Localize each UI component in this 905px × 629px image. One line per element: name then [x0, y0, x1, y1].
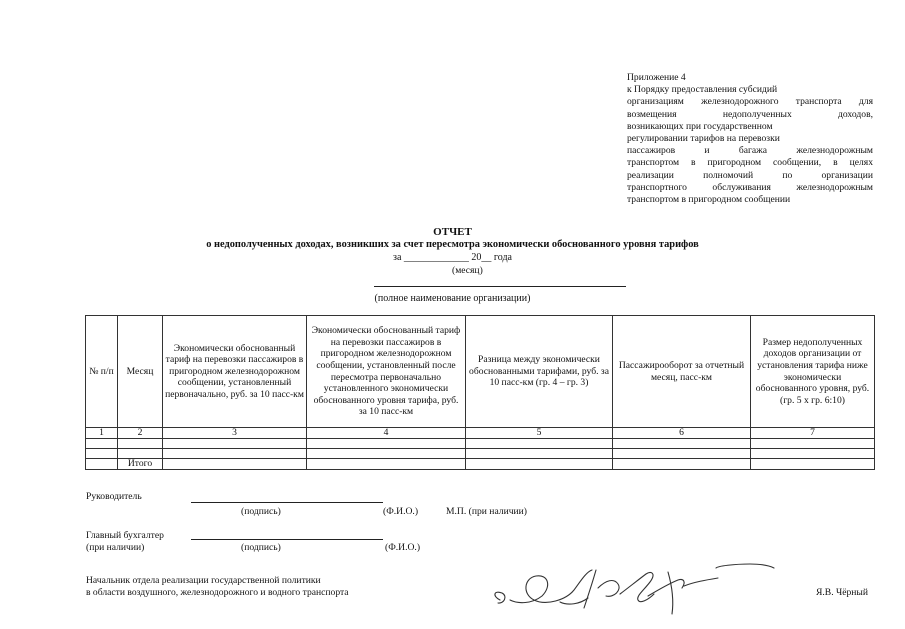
accountant-signature-line[interactable]: [191, 539, 383, 540]
report-subtitle: о недополученных доходах, возникших за счет пересмотра экономически обоснованного уровня тарифов: [206, 239, 699, 250]
column-header: Разница между экономически обоснованными тарифами, руб. за 10 пасс-км (гр. 4 – гр. 3): [466, 316, 613, 428]
column-number: 7: [751, 428, 875, 439]
table-row: [86, 449, 875, 459]
table-cell[interactable]: [163, 459, 307, 470]
appendix-line: организациям железнодорожного транспорта для: [627, 96, 873, 108]
appendix-line: возникающих при государственном: [627, 120, 773, 132]
column-number: 6: [613, 428, 751, 439]
table-cell[interactable]: [163, 449, 307, 459]
signatory-name: Я.В. Чёрный: [816, 587, 868, 598]
table-cell[interactable]: [751, 459, 875, 470]
appendix-line: Приложение 4: [627, 72, 686, 83]
report-table: [85, 315, 875, 470]
report-title: ОТЧЕТ: [433, 226, 472, 238]
table-cell[interactable]: [307, 449, 466, 459]
table-cell[interactable]: [466, 459, 613, 470]
table-cell[interactable]: [466, 449, 613, 459]
table-header-row: [86, 316, 875, 428]
table-cell[interactable]: [751, 449, 875, 459]
column-number: 4: [307, 428, 466, 439]
table-cell[interactable]: [118, 449, 163, 459]
column-header: Размер недополученных доходов организации от установления тарифа ниже экономически обоснованного уровня, руб. (гр. 5 х гр. 6:10): [751, 316, 875, 428]
column-header: Месяц: [118, 316, 163, 428]
appendix-line: пассажиров и багажа железнодорожным: [627, 145, 873, 157]
appendix-line: транспортного обслуживания железнодорожным: [627, 181, 873, 193]
table-cell[interactable]: [613, 459, 751, 470]
accountant-label: Главный бухгалтер: [86, 530, 164, 541]
table-cell[interactable]: [86, 439, 118, 449]
accountant-signature-caption: (подпись): [241, 542, 281, 553]
column-number: 1: [86, 428, 118, 439]
head-signature-line[interactable]: [191, 502, 383, 503]
column-header: Экономически обоснованный тариф на перевозки пассажиров в пригородном железнодорожном сообщении, установленный первоначально, руб. за 10 пасс-км: [163, 316, 307, 428]
column-number: 2: [118, 428, 163, 439]
table-row: [86, 439, 875, 449]
head-fio-caption: (Ф.И.О.): [383, 506, 419, 517]
appendix-line: к Порядку предоставления субсидий: [627, 84, 778, 96]
accountant-note: (при наличии): [86, 542, 145, 553]
appendix-line: транспортом в пригородном сообщении, в целях: [627, 157, 873, 169]
table-cell[interactable]: [613, 439, 751, 449]
table-cell[interactable]: [751, 439, 875, 449]
stamp-caption: М.П. (при наличии): [446, 506, 527, 517]
column-header: Пассажирооборот за отчетный месяц, пасс-км: [613, 316, 751, 428]
head-label: Руководитель: [86, 491, 142, 502]
handwritten-signature: [488, 560, 788, 620]
appendix-line: возмещения недополученных доходов,: [627, 108, 873, 120]
table-cell[interactable]: [307, 459, 466, 470]
head-signature-caption: (подпись): [241, 506, 281, 517]
appendix-line: реализации полномочий по организации: [627, 169, 873, 181]
table-cell[interactable]: [613, 449, 751, 459]
signatory-title-line1: Начальник отдела реализации государственной политики: [86, 575, 321, 586]
appendix-note: [627, 72, 873, 206]
column-number: 5: [466, 428, 613, 439]
table-cell[interactable]: [307, 439, 466, 449]
column-number-row: [86, 428, 875, 439]
organization-name-line: [374, 286, 626, 287]
month-caption: (месяц): [452, 265, 483, 276]
total-label: Итого: [118, 459, 163, 470]
report-period: за _____________ 20__ года: [393, 252, 512, 263]
organization-caption: (полное наименование организации): [374, 293, 531, 304]
appendix-line: регулировании тарифов на перевозки: [627, 133, 780, 145]
table-cell[interactable]: [118, 439, 163, 449]
table-cell[interactable]: [86, 449, 118, 459]
column-header: № п/п: [86, 316, 118, 428]
column-header: Экономически обоснованный тариф на перевозки пассажиров в пригородном железнодорожном сообщении, установленный после пересмотра первоначально установленного экономически обоснованного уровня тарифа, руб. за 10 пасс-км: [307, 316, 466, 428]
appendix-line: транспортом в пригородном сообщении: [627, 194, 791, 206]
accountant-fio-caption: (Ф.И.О.): [385, 542, 421, 553]
table-cell[interactable]: [163, 439, 307, 449]
column-number: 3: [163, 428, 307, 439]
total-row: [86, 459, 875, 470]
table-cell[interactable]: [86, 459, 118, 470]
table-cell[interactable]: [466, 439, 613, 449]
signatory-title-line2: в области воздушного, железнодорожного и водного транспорта: [86, 587, 349, 598]
